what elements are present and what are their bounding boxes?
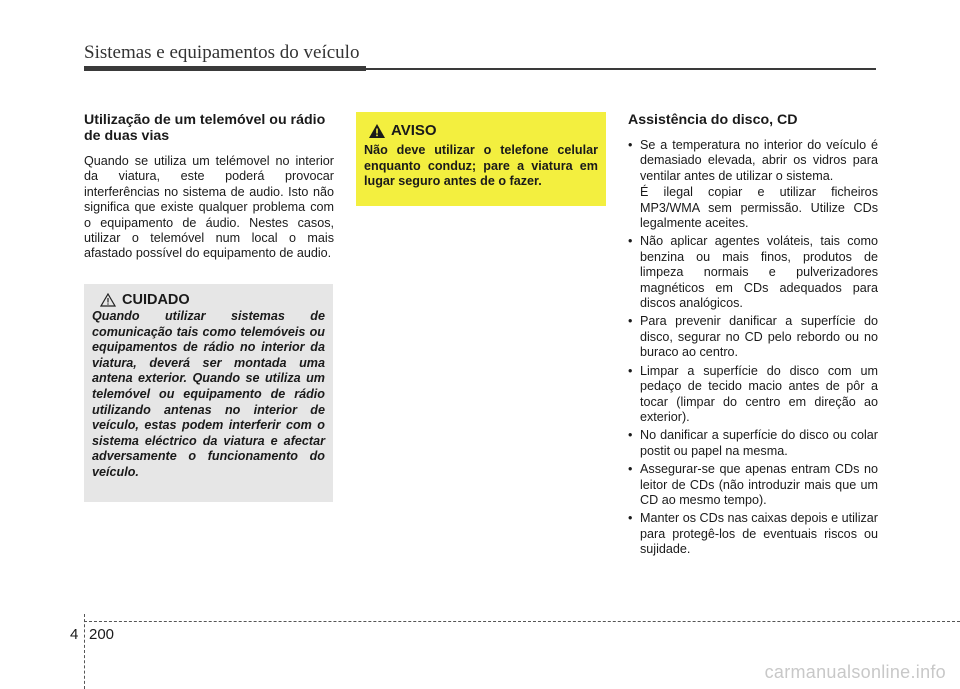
warning-text: Não deve utilizar o telefone celular enquanto conduz; pare a viatura em lugar seguro antes de o fazer. <box>364 143 598 189</box>
list-item-text: Assegurar-se que apenas entram CDs no leitor de CDs (não introduzir mais que um CD ao mesmo tempo). <box>640 462 878 507</box>
list-item-text: Se a temperatura no interior do veículo é demasiado elevada, abrir os vidros para ventilar antes de utilizar o sistema. <box>640 138 878 183</box>
right-column <box>628 112 878 561</box>
list-item-text: Manter os CDs nas caixas depois e utilizar para protegê-los de eventuais riscos ou sujidade. <box>640 511 878 557</box>
caution-header <box>100 292 325 308</box>
warning-box <box>356 112 606 206</box>
list-item-extra-text: É ilegal copiar e utilizar ficheiros MP3/WMA sem permissão. Utilize CDs legalmente aceites. <box>640 185 878 231</box>
list-item <box>628 428 878 459</box>
caution-triangle-icon <box>100 293 116 307</box>
watermark: carmanualsonline.info <box>764 662 946 682</box>
warning-header <box>368 122 598 139</box>
list-item-text: Limpar a superfície do disco com um pedaço de tecido macio antes de pôr a tocar (limpar do centro em direção ao exterior). <box>640 363 878 424</box>
list-item-text: Não aplicar agentes voláteis, tais como benzina ou mais finos, produtos de limpeza normais e pulverizadores magnéticos em CDs adequados para discos analógicos. <box>640 234 878 311</box>
footer-divider <box>84 621 960 622</box>
list-item <box>628 234 878 311</box>
warning-title: AVISO <box>391 122 437 139</box>
section-heading-phone: Utilização de um telemóvel ou rádio de duas vias <box>84 112 326 144</box>
phone-paragraph: Quando se utiliza um telémovel no interior da viatura, este poderá provocar interferências no sistema de audio. Isto não significa que existe qualquer problema com o equipamento de áudio. Nestes casos, utilizar o telemóvel num local o mais afastado possível do equipamento de audio. <box>84 154 334 261</box>
section-heading-cd: Assistência do disco, CD <box>628 112 798 128</box>
caution-box <box>84 284 333 502</box>
list-item <box>628 314 878 360</box>
list-item <box>628 138 878 231</box>
chapter-number: 4 <box>70 626 79 643</box>
page-header-title: Sistemas e equipamentos do veículo <box>84 42 360 63</box>
page-number: 200 <box>89 626 115 643</box>
left-column <box>84 112 334 262</box>
footer-vertical-divider <box>84 614 85 689</box>
warning-triangle-icon <box>368 123 386 139</box>
list-item <box>628 511 878 557</box>
caution-title: CUIDADO <box>122 292 190 308</box>
cd-care-list <box>628 138 878 558</box>
caution-text: Quando utilizar sistemas de comunicação tais como telemóveis ou equipamentos de rádio no interior da viatura, deverá ser montada uma antena exterior. Quando se utiliza um telemóvel ou equipamento de rádio utilizando antenas no interior de veículo, estas podem interferir com o sistema eléctrico da viatura e afectar adversamente o funcionamento do veículo. <box>92 309 325 479</box>
header-bar-light <box>366 68 876 70</box>
list-item-text: No danificar a superfície do disco ou colar postit ou papel na mesma. <box>640 428 878 458</box>
list-item <box>628 462 878 508</box>
list-item-text: Para prevenir danificar a superfície do disco, segurar no CD pelo rebordo ou no buraco ao centro. <box>640 314 878 360</box>
header-bar-dark <box>84 66 366 71</box>
list-item <box>628 364 878 426</box>
